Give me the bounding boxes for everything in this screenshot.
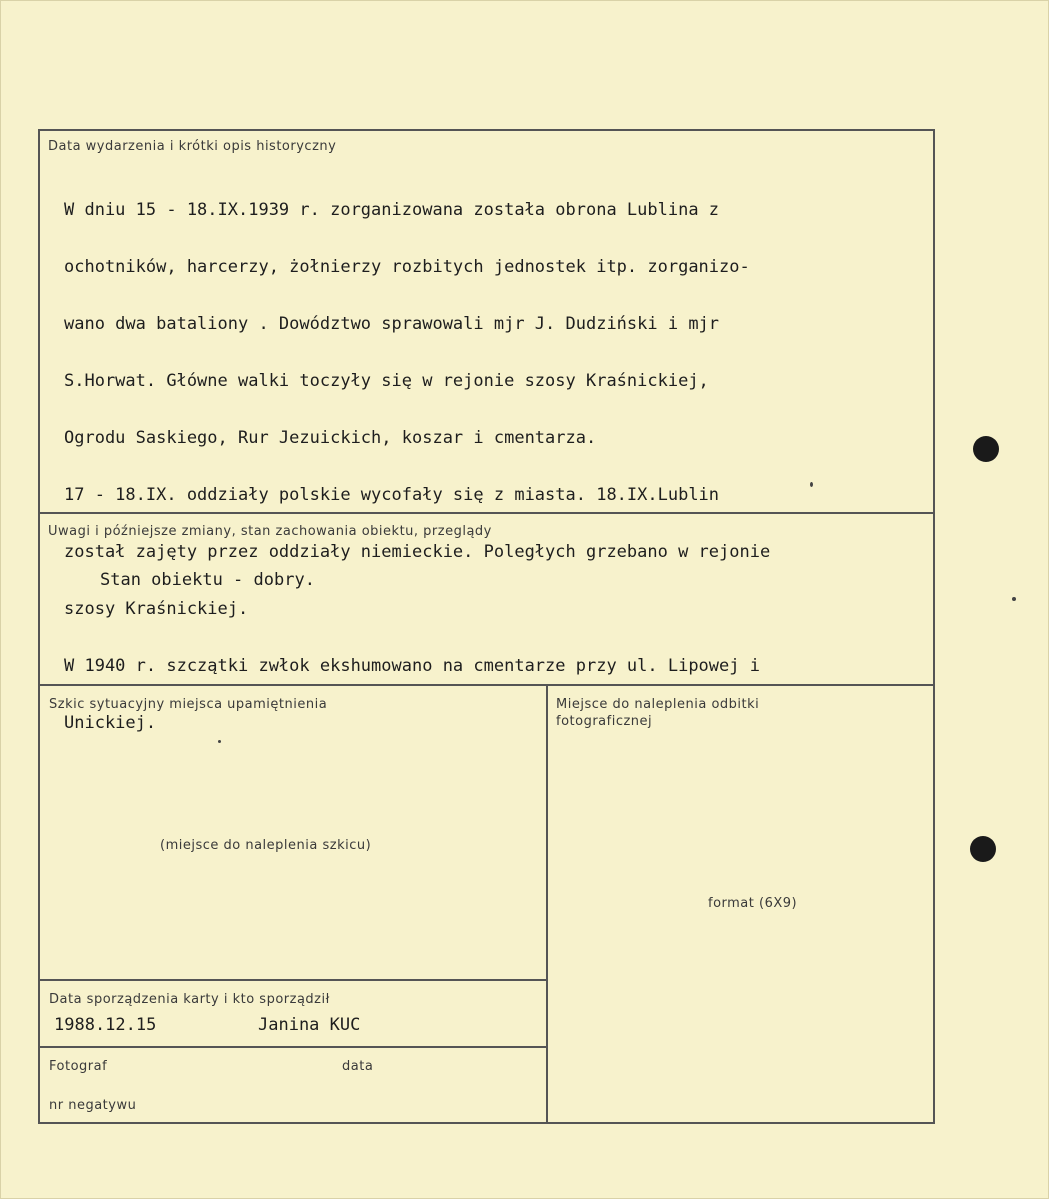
photo-format: format (6X9)	[708, 896, 798, 911]
photographer-label: Fotograf	[49, 1059, 108, 1074]
history-line: W dniu 15 - 18.IX.1939 r. zorganizowana została obrona Lublina z	[64, 200, 720, 220]
history-line: S.Horwat. Główne walki toczyły się w rejonie szosy Kraśnickiej,	[64, 371, 709, 391]
negative-number-label: nr negatywu	[49, 1098, 137, 1113]
paper-speck	[218, 740, 221, 743]
punch-hole-upper	[973, 436, 999, 462]
history-line: Unickiej.	[64, 713, 157, 733]
paper-speck	[810, 482, 813, 487]
history-line: ochotników, harcerzy, żołnierzy rozbitych jednostek itp. zorganizo-	[64, 257, 750, 277]
prepared-date: 1988.12.15	[54, 1015, 157, 1035]
paper-speck	[1012, 597, 1016, 601]
punch-hole-lower	[970, 836, 996, 862]
history-line: Ogrodu Saskiego, Rur Jezuickich, koszar i cmentarza.	[64, 428, 597, 448]
history-line: szosy Kraśnickiej.	[64, 599, 249, 619]
photo-label-line2: fotograficznej	[556, 714, 653, 729]
divider-prepared-photographer	[40, 1046, 548, 1048]
prepared-label: Data sporządzenia karty i kto sporządził	[49, 992, 330, 1007]
photographer-date-label: data	[342, 1059, 374, 1074]
prepared-author: Janina KUC	[258, 1015, 361, 1035]
history-line: 17 - 18.IX. oddziały polskie wycofały się z miasta. 18.IX.Lublin	[64, 485, 720, 505]
sketch-label: Szkic sytuacyjny miejsca upamiętnienia	[49, 697, 328, 712]
record-card-form	[38, 129, 935, 1124]
photo-label-line1: Miejsce do naleplenia odbitki	[556, 697, 760, 712]
history-line: wano dwa bataliony . Dowództwo sprawowali mjr J. Dudziński i mjr	[64, 314, 720, 334]
sketch-placeholder: (miejsce do naleplenia szkicu)	[160, 838, 372, 853]
remarks-value: Stan obiektu - dobry.	[100, 570, 315, 590]
history-line: został zajęty przez oddziały niemieckie. Poległych grzebano w rejonie	[64, 542, 771, 562]
history-text	[64, 163, 770, 771]
remarks-label: Uwagi i późniejsze zmiany, stan zachowania obiektu, przeglądy	[48, 524, 492, 539]
divider-sketch-prepared	[40, 979, 548, 981]
history-label: Data wydarzenia i krótki opis historyczny	[48, 139, 337, 154]
history-line: W 1940 r. szczątki zwłok ekshumowano na cmentarze przy ul. Lipowej i	[64, 656, 760, 676]
